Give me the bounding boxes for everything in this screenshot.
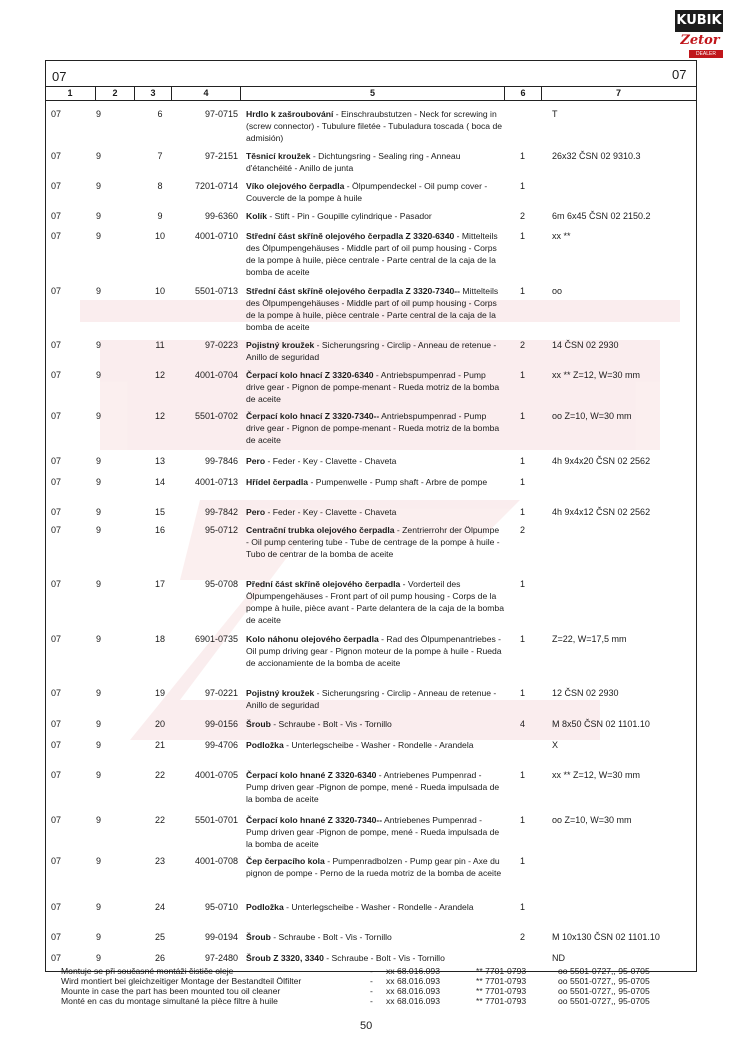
cell-description	[246, 180, 504, 204]
cell-part-number: 95-0710	[204, 902, 238, 912]
cell-note: M 10x130 ČSN 02 1101.10	[552, 932, 660, 942]
cell-col1: 07	[51, 370, 62, 380]
footnote-stars-ref: ** 7701-0793	[476, 986, 527, 996]
cell-description	[246, 410, 504, 446]
part-translations: - Ölpumpendeckel - Oil pump cover - Couvercle de la pompe à huile	[246, 181, 488, 203]
part-name: Pojistný kroužek	[246, 688, 315, 698]
cell-note: ND	[552, 953, 565, 963]
part-name: Čerpací kolo hnané Z 3320-7340--	[246, 815, 383, 825]
cell-col2: 9	[96, 719, 102, 729]
cell-col2: 9	[96, 456, 102, 466]
cell-col3: 20	[154, 719, 165, 729]
cell-quantity: 1	[520, 507, 526, 517]
cell-part-number: 97-0715	[204, 109, 238, 119]
cell-col2: 9	[96, 932, 102, 942]
cell-col1: 07	[51, 634, 62, 644]
part-translations: - Vorderteil des Ölpumpengehäuses - Front part of oil pump housing - Corps de la pompe à huile, pièce avant - Parte delantera de la caja de la bomba de aceite	[246, 579, 504, 625]
cell-col1: 07	[51, 340, 62, 350]
cell-col2: 9	[96, 477, 102, 487]
footnote-oo-ref: oo 5501-0727,, 95-0705	[558, 976, 650, 986]
cell-quantity: 1	[520, 286, 526, 296]
cell-col3: 10	[154, 286, 165, 296]
cell-col1: 07	[51, 815, 62, 825]
cell-description	[246, 769, 504, 805]
cell-col1: 07	[51, 507, 62, 517]
zetor-logo-text: Zetor	[680, 33, 720, 48]
cell-quantity: 1	[520, 181, 526, 191]
cell-col2: 9	[96, 634, 102, 644]
part-translations: - Schraube - Bolt - Vis - Tornillo	[323, 953, 445, 963]
part-translations: - Schraube - Bolt - Vis - Tornillo	[270, 719, 392, 729]
cell-description	[246, 931, 504, 943]
footnote-line-de: Wird montiert bei gleichzeitiger Montage der Bestandteil Ölfilter	[61, 976, 302, 986]
footnote-stars-ref: ** 7701-0793	[476, 996, 527, 1006]
footnote-xx-ref: xx 68.016.093	[386, 966, 440, 976]
cell-note: M 8x50 ČSN 02 1101.10	[552, 719, 650, 729]
part-name: Čep čerpacího kola	[246, 856, 325, 866]
cell-col3: 6	[157, 109, 163, 119]
cell-note: Z=22, W=17,5 mm	[552, 634, 627, 644]
cell-col2: 9	[96, 953, 102, 963]
cell-col2: 9	[96, 815, 102, 825]
cell-note: oo Z=10, W=30 mm	[552, 815, 632, 825]
cell-part-number: 99-6360	[204, 211, 238, 221]
cell-quantity: 2	[520, 340, 526, 350]
cell-part-number: 95-0708	[204, 579, 238, 589]
cell-col3: 17	[154, 579, 165, 589]
cell-note: 12 ČSN 02 2930	[552, 688, 619, 698]
part-name: Kolo náhonu olejového čerpadla	[246, 634, 379, 644]
cell-note: 14 ČSN 02 2930	[552, 340, 619, 350]
part-name: Čerpací kolo hnací Z 3320-6340	[246, 370, 374, 380]
cell-col2: 9	[96, 181, 102, 191]
column-header-3: 3	[135, 86, 172, 100]
cell-description	[246, 524, 504, 560]
cell-col3: 9	[157, 211, 163, 221]
footnote-oo-ref: oo 5501-0727,, 95-0705	[558, 996, 650, 1006]
cell-col2: 9	[96, 856, 102, 866]
footnote-dash: -	[370, 966, 373, 976]
part-translations: - Rad des Ölpumpenantriebes - Oil pump driving gear - Pignon moteur de la pompe à huile - Rueda de accionamiente de la bomba de aceite	[246, 634, 502, 668]
part-name: Šroub Z 3320, 3340	[246, 953, 324, 963]
cell-description	[246, 901, 504, 913]
cell-col1: 07	[51, 181, 62, 191]
cell-note: xx ** Z=12, W=30 mm	[552, 770, 641, 780]
part-translations: - Unterlegscheibe - Washer - Rondelle - Arandela	[283, 740, 474, 750]
cell-quantity: 1	[520, 902, 526, 912]
cell-quantity: 1	[520, 231, 526, 241]
cell-part-number: 99-0194	[204, 932, 238, 942]
cell-description	[246, 952, 504, 964]
cell-note: oo Z=10, W=30 mm	[552, 411, 632, 421]
cell-col1: 07	[51, 525, 62, 535]
cell-col1: 07	[51, 477, 62, 487]
part-name: Střední část skříně olejového čerpadla Z 3320-6340	[246, 231, 455, 241]
cell-quantity: 1	[520, 456, 526, 466]
part-name: Pojistný kroužek	[246, 340, 315, 350]
cell-part-number: 97-2151	[204, 151, 238, 161]
cell-note: 4h 9x4x20 ČSN 02 2562	[552, 456, 651, 466]
cell-description	[246, 814, 504, 850]
part-translations: Antriebspumpenrad - Pump drive gear - Pignon de pompe-menant - Rueda motriz de la bomba de aceite	[246, 411, 500, 445]
cell-part-number: 99-4706	[204, 740, 238, 750]
cell-quantity: 1	[520, 151, 526, 161]
column-header-1: 1	[45, 86, 96, 100]
cell-part-number: 4001-0713	[194, 477, 238, 487]
cell-col1: 07	[51, 719, 62, 729]
cell-col3: 12	[154, 411, 165, 421]
cell-quantity: 4	[520, 719, 526, 729]
cell-description	[246, 230, 504, 278]
cell-col2: 9	[96, 902, 102, 912]
cell-description	[246, 718, 504, 730]
cell-col2: 9	[96, 286, 102, 296]
cell-part-number: 97-2480	[204, 953, 238, 963]
cell-description	[246, 855, 504, 879]
cell-col1: 07	[51, 109, 62, 119]
cell-col1: 07	[51, 411, 62, 421]
part-name: Hrdlo k zašroubování	[246, 109, 334, 119]
cell-col3: 23	[154, 856, 165, 866]
cell-quantity: 1	[520, 688, 526, 698]
cell-quantity: 1	[520, 411, 526, 421]
cell-col2: 9	[96, 151, 102, 161]
cell-quantity: 1	[520, 634, 526, 644]
footnote-line-fr: Monté en cas du montage simultané la pièce filtre à huile	[61, 996, 278, 1006]
part-translations: - Feder - Key - Clavette - Chaveta	[265, 456, 397, 466]
cell-col3: 10	[154, 231, 165, 241]
cell-description	[246, 108, 504, 144]
cell-col2: 9	[96, 211, 102, 221]
cell-part-number: 4001-0704	[194, 370, 238, 380]
cell-description	[246, 687, 504, 711]
page-number: 50	[360, 1020, 373, 1032]
part-translations: - Einschraubstutzen - Neck for screwing in (screw connector) - Tubulure filetée - Tubuladura toscada ( boca de admisión)	[246, 109, 503, 143]
part-name: Čerpací kolo hnané Z 3320-6340	[246, 770, 377, 780]
cell-note: 6m 6x45 ČSN 02 2150.2	[552, 211, 651, 221]
section-number-left: 07	[52, 69, 67, 84]
cell-part-number: 99-7842	[204, 507, 238, 517]
part-name: Víko olejového čerpadla	[246, 181, 345, 191]
cell-col3: 7	[157, 151, 163, 161]
cell-col3: 15	[154, 507, 165, 517]
cell-col1: 07	[51, 740, 62, 750]
cell-quantity: 1	[520, 579, 526, 589]
footnote-dash: -	[370, 976, 373, 986]
cell-col1: 07	[51, 953, 62, 963]
cell-note: 4h 9x4x12 ČSN 02 2562	[552, 507, 651, 517]
cell-part-number: 4001-0705	[194, 770, 238, 780]
part-translations: - Schraube - Bolt - Vis - Tornillo	[270, 932, 392, 942]
cell-col2: 9	[96, 231, 102, 241]
kubik-zetor-logo	[675, 10, 723, 60]
cell-note: xx ** Z=12, W=30 mm	[552, 370, 641, 380]
footnote-oo-ref: oo 5501-0727,, 95-0705	[558, 986, 650, 996]
cell-col3: 24	[154, 902, 165, 912]
part-name: Čerpací kolo hnací Z 3320-7340--	[246, 411, 380, 421]
cell-part-number: 99-7846	[204, 456, 238, 466]
part-name: Přední část skříně olejového čerpadla	[246, 579, 401, 589]
cell-col1: 07	[51, 211, 62, 221]
column-header-5: 5	[241, 86, 505, 100]
part-translations: - Pumpenwelle - Pump shaft - Arbre de pompe	[308, 477, 488, 487]
part-name: Centrační trubka olejového čerpadla	[246, 525, 395, 535]
part-translations: - Sicherungsring - Circlip - Anneau de retenue - Anillo de seguridad	[246, 688, 497, 710]
cell-part-number: 6901-0735	[194, 634, 238, 644]
cell-description	[246, 210, 504, 222]
cell-quantity: 1	[520, 370, 526, 380]
cell-description	[246, 285, 504, 333]
cell-part-number: 97-0223	[204, 340, 238, 350]
part-name: Hřídel čerpadla	[246, 477, 309, 487]
cell-description	[246, 578, 504, 626]
part-name: Pero	[246, 456, 266, 466]
cell-note: xx **	[552, 231, 571, 241]
cell-part-number: 5501-0702	[194, 411, 238, 421]
cell-col2: 9	[96, 525, 102, 535]
cell-col1: 07	[51, 151, 62, 161]
cell-col3: 14	[154, 477, 165, 487]
cell-col2: 9	[96, 688, 102, 698]
cell-col3: 13	[154, 456, 165, 466]
footnote-stars-ref: ** 7701-0793	[476, 966, 527, 976]
part-translations: - Stift - Pin - Goupille cylindrique - Pasador	[267, 211, 432, 221]
cell-col3: 19	[154, 688, 165, 698]
cell-col2: 9	[96, 340, 102, 350]
cell-description	[246, 739, 504, 751]
cell-col1: 07	[51, 579, 62, 589]
cell-part-number: 99-0156	[204, 719, 238, 729]
cell-description	[246, 369, 504, 405]
cell-col1: 07	[51, 932, 62, 942]
footnote-line-cz: Montuje se při současné montáži čističe oleje	[61, 966, 234, 976]
cell-quantity: 2	[520, 525, 526, 535]
part-name: Těsnicí kroužek	[246, 151, 311, 161]
column-header-row	[45, 86, 696, 101]
part-translations: Antriebenes Pumpenrad - Pump driven gear -Pignon de pompe, mené - Rueda impulsada de la bomba de aceite	[246, 815, 500, 849]
cell-description	[246, 476, 504, 488]
cell-quantity: 1	[520, 477, 526, 487]
cell-description	[246, 455, 504, 467]
cell-note: T	[552, 109, 558, 119]
section-header-bar	[45, 60, 696, 87]
part-name: Šroub	[246, 719, 271, 729]
cell-description	[246, 339, 504, 363]
part-translations: - Dichtungsring - Sealing ring - Anneau d'étanchéité - Anillo de junta	[246, 151, 461, 173]
cell-part-number: 5501-0713	[194, 286, 238, 296]
cell-col1: 07	[51, 231, 62, 241]
cell-col1: 07	[51, 770, 62, 780]
cell-description	[246, 150, 504, 174]
footnote-dash: -	[370, 996, 373, 1006]
footnote-xx-ref: xx 68.016.093	[386, 996, 440, 1006]
cell-col3: 11	[155, 340, 165, 350]
cell-col3: 12	[154, 370, 165, 380]
footnote-xx-ref: xx 68.016.093	[386, 976, 440, 986]
cell-part-number: 4001-0710	[194, 231, 238, 241]
part-name: Šroub	[246, 932, 271, 942]
part-translations: - Zentrierrohr der Ölpumpe - Oil pump centering tube - Tube de centrage de la pompe à huile - Tubo de centrar de la bomba de aceite	[246, 525, 500, 559]
cell-quantity: 2	[520, 932, 526, 942]
part-name: Pero	[246, 507, 266, 517]
column-header-6: 6	[505, 86, 542, 100]
part-translations: Mittelteils des Ölpumpengehäuses - Middle part of oil pump housing - Corps de la pompe à huile, pièce centrale - Parte central de la caja de la bomba de aceite	[246, 286, 499, 332]
part-translations: - Pumpenradbolzen - Pump gear pin - Axe du pignon de pompe - Perno de la rueda motriz de la bomba de aceite	[246, 856, 502, 878]
section-number-right: 07	[672, 67, 687, 82]
part-name: Kolík	[246, 211, 268, 221]
part-translations: - Sicherungsring - Circlip - Anneau de retenue - Anillo de seguridad	[246, 340, 497, 362]
cell-col2: 9	[96, 770, 102, 780]
part-name: Podložka	[246, 740, 284, 750]
cell-col3: 25	[154, 932, 165, 942]
footnote-xx-ref: xx 68.016.093	[386, 986, 440, 996]
dealer-tag: DEALER	[689, 50, 723, 58]
part-translations: - Antriebspumpenrad - Pump drive gear - Pignon de pompe-menant - Rueda motriz de la bomba de aceite	[246, 370, 500, 404]
kubik-logo-text: KUBIK	[675, 10, 723, 32]
part-name: Střední část skříně olejového čerpadla Z 3320-7340--	[246, 286, 460, 296]
cell-col3: 18	[154, 634, 165, 644]
cell-col2: 9	[96, 740, 102, 750]
cell-part-number: 95-0712	[204, 525, 238, 535]
cell-col1: 07	[51, 456, 62, 466]
cell-col3: 21	[154, 740, 165, 750]
part-translations: - Antriebenes Pumpenrad - Pump driven gear -Pignon de pompe, mené - Rueda impulsada de la bomba de aceite	[246, 770, 500, 804]
cell-description	[246, 506, 504, 518]
cell-note: oo	[552, 286, 563, 296]
footnote-stars-ref: ** 7701-0793	[476, 976, 527, 986]
cell-quantity: 1	[520, 815, 526, 825]
cell-col1: 07	[51, 856, 62, 866]
column-header-7: 7	[615, 88, 621, 98]
cell-part-number: 4001-0708	[194, 856, 238, 866]
cell-col2: 9	[96, 579, 102, 589]
footnote-line-en: Mounte in case the part has been mounted tou oil cleaner	[61, 986, 281, 996]
cell-col2: 9	[96, 370, 102, 380]
footnote-oo-ref: oo 5501-0727,, 95-0705	[558, 966, 650, 976]
part-name: Podložka	[246, 902, 284, 912]
cell-part-number: 97-0221	[204, 688, 238, 698]
cell-description	[246, 633, 504, 669]
cell-quantity: 2	[520, 211, 526, 221]
column-header-4: 4	[172, 86, 241, 100]
cell-col2: 9	[96, 109, 102, 119]
cell-col3: 26	[154, 953, 165, 963]
part-translations: - Mittelteils des Ölpumpengehäuses - Middle part of oil pump housing - Corps de la pompe à huile, pièce centrale - Parte central de la caja de la bomba de aceite	[246, 231, 498, 277]
cell-col2: 9	[96, 411, 102, 421]
footnote-dash: -	[370, 986, 373, 996]
cell-note: X	[552, 740, 559, 750]
column-header-2: 2	[96, 86, 135, 100]
cell-col2: 9	[96, 507, 102, 517]
part-translations: - Feder - Key - Clavette - Chaveta	[265, 507, 397, 517]
part-translations: - Unterlegscheibe - Washer - Rondelle - Arandela	[283, 902, 474, 912]
cell-col3: 8	[157, 181, 163, 191]
cell-col1: 07	[51, 902, 62, 912]
cell-part-number: 7201-0714	[194, 181, 238, 191]
cell-col3: 22	[154, 770, 165, 780]
cell-part-number: 5501-0701	[194, 815, 238, 825]
cell-col3: 16	[154, 525, 165, 535]
cell-quantity: 1	[520, 856, 526, 866]
cell-col1: 07	[51, 286, 62, 296]
cell-col3: 22	[154, 815, 165, 825]
cell-note: 26x32 ČSN 02 9310.3	[552, 151, 641, 161]
cell-quantity: 1	[520, 770, 526, 780]
cell-col1: 07	[51, 688, 62, 698]
